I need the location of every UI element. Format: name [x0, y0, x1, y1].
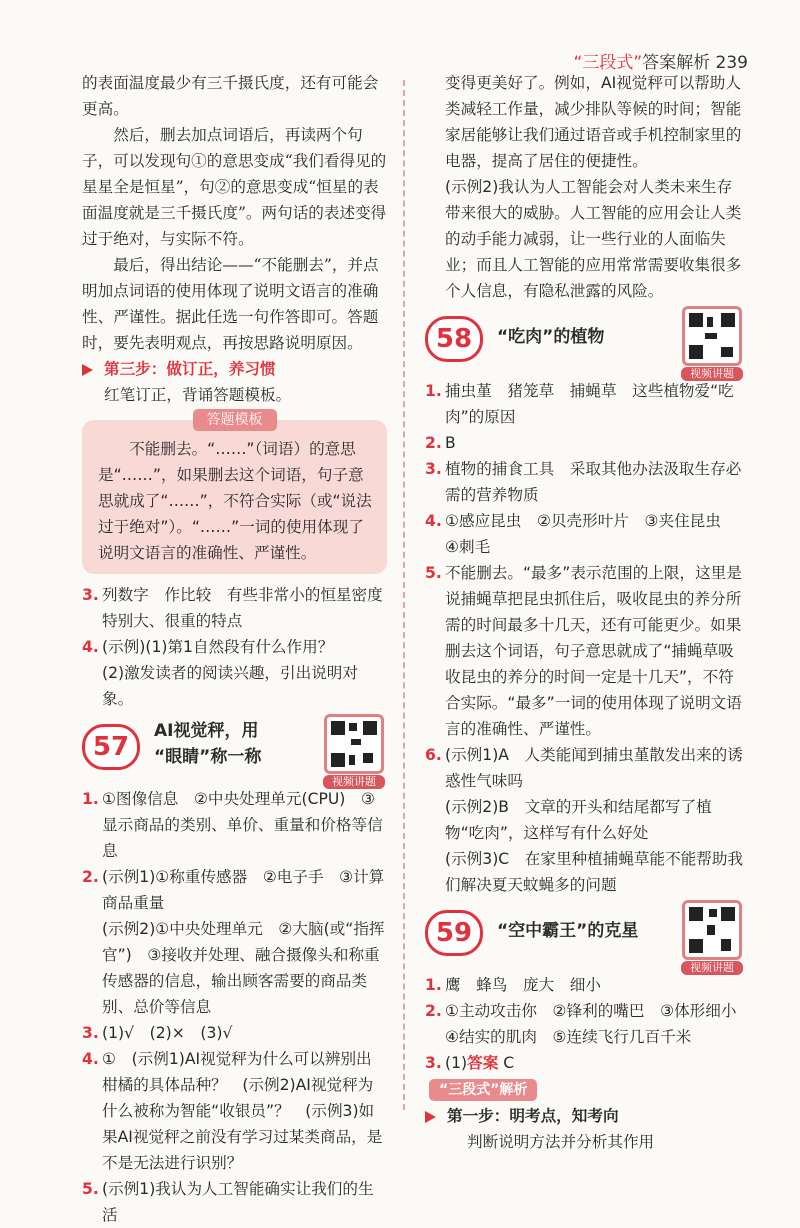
answer-label: 答案	[467, 1054, 499, 1072]
qr-code-icon	[324, 714, 384, 774]
column-divider	[403, 80, 405, 1110]
s57-question-4: 4. ① (示例1)AI视觉秤为什么可以辨别出柑橘的具体品种？ (示例2)AI视觉秤为什么被称为智能“收银员”？ (示例3)如果AI视觉秤之前没有学习过某类商品，是不是无法进行识别？	[82, 1050, 383, 1172]
video-lesson-label: 视频讲题	[681, 367, 743, 381]
video-lesson-label: 视频讲题	[681, 961, 743, 975]
left-para-3: 最后，得出结论——“不能删去”，并点明加点词语的使用体现了说明文语言的准确性、严谨性。据此任选一句作答即可。答题时，要先表明观点，再按思路说明原因。	[82, 256, 379, 352]
header-text: 答案解析	[642, 53, 711, 73]
qr-code-icon	[682, 900, 742, 960]
section-57-title: AI视觉秤，用 “眼睛”称一称	[154, 721, 262, 767]
section-59-title: “空中霸王”的克星	[497, 921, 639, 941]
left-para-1: 的表面温度最少有三千摄氏度，还有可能会更高。	[82, 74, 379, 118]
question-4: 4. (示例)(1)第1自然段有什么作用？ (2)激发读者的阅读兴趣，引出说明对象。	[82, 638, 358, 708]
s59-question-2: 2. ①主动攻击你 ②锋利的嘴巴 ③体形细小 ④结实的肌肉 ⑤连续飞行几百千米	[425, 1002, 753, 1046]
page-number: 239	[715, 53, 748, 73]
s58-question-6: 6. (示例1)A 人类能闻到捕虫堇散发出来的诱惑性气味吗 (示例2)B 文章的开头和结尾都写了植物“吃肉”，这样写有什么好处 (示例3)C 在家里种植捕蝇草能不能帮助我们解决夏天蚊蝇多的问题	[425, 746, 744, 894]
step1-heading: 第一步：明考点，知考向	[425, 1103, 745, 1129]
s57-question-2: 2. (示例1)①称重传感器 ②电子手 ③计算商品重量 (示例2)①中央处理单元 ②大脑(或“指挥官”) ③接收并处理、融合摄像头和称重传感器的信息，输出顾客需要的商品类别、总价等信息	[82, 868, 385, 1016]
right-column	[425, 70, 753, 1155]
question-3: 3. 列数字 作比较 有些非常小的恒星密度特别大、很重的特点	[82, 586, 383, 630]
step1-body: 判断说明方法并分析其作用	[467, 1133, 655, 1151]
answer-template-box	[82, 412, 387, 574]
arrow-icon	[425, 1111, 436, 1123]
s58-question-2: 2. B	[425, 434, 456, 452]
s58-question-5: 5. 不能删去。“最多”表示范围的上限，这里是说捕蝇草把昆虫抓住后，吸收昆虫的养分所需的时间最多十几天，还有可能更少。如果删去这个词语，句子意思就成了“捕蝇草吸收昆虫的养分的时间一定是十几天”，不符合实际。“最多”一词的使用体现了说明文语言的准确性、严谨性。	[425, 564, 742, 738]
s57-q5-continued: 变得更美好了。例如，AI视觉秤可以帮助人类减轻工作量，减少排队等候的时间；智能家居能够让我们通过语音或手机控制家里的电器，提高了居住的便捷性。	[445, 74, 742, 170]
section-58-title: “吃肉”的植物	[497, 327, 605, 347]
section-57-header	[82, 720, 387, 788]
answer-template-title: 答题模板	[193, 409, 277, 431]
left-column	[82, 70, 387, 1228]
video-lesson-label: 视频讲题	[323, 775, 385, 789]
qr-code-icon	[682, 306, 742, 366]
left-para-2: 然后，删去加点词语后，再读两个句子，可以发现句①的意思变成“我们看得见的星星全是恒星”，句②的意思变成“恒星的表面温度就是三千摄氏度”。两句话的表述变得过于绝对，与实际不符。	[82, 126, 387, 248]
section-58-header	[425, 312, 745, 380]
s59-question-3: 3. (1)答案 C	[425, 1054, 515, 1072]
step3-body: 红笔订正，背诵答题模板。	[104, 386, 292, 404]
section-57-qr[interactable]	[323, 714, 385, 789]
step3-heading: 第三步：做订正，养习惯	[82, 356, 387, 382]
s59-question-1: 1. 鹰 蜂鸟 庞大 细小	[425, 976, 601, 994]
section-59-qr[interactable]	[681, 900, 743, 975]
section-58-badge: 58	[425, 316, 483, 362]
s57-question-5: 5. (示例1)我认为人工智能确实让我们的生活	[82, 1180, 374, 1224]
answer-template-body: 不能删去。“……”（词语）的意思是“……”，如果删去这个词语，句子意思就成了“……”，不符合实际（或“说法过于绝对”）。“……”一词的使用体现了说明文语言的准确性、严谨性。	[98, 440, 372, 562]
three-step-analysis-tag: “三段式”解析	[429, 1079, 537, 1101]
section-59-header	[425, 906, 745, 974]
section-57-badge: 57	[82, 724, 140, 770]
s58-question-3: 3. 植物的捕食工具 采取其他办法汲取生存必需的营养物质	[425, 460, 742, 504]
s58-question-4: 4. ①感应昆虫 ②贝壳形叶片 ③夹住昆虫 ④刺毛	[425, 512, 737, 556]
s58-question-1: 1. 捕虫堇 猪笼草 捕蝇草 这些植物爱“吃肉”的原因	[425, 382, 734, 426]
arrow-icon	[82, 364, 93, 376]
s57-question-3: 3. (1)√ (2)× (3)√	[82, 1024, 233, 1042]
s57-question-1: 1. ①图像信息 ②中央处理单元(CPU) ③显示商品的类别、单价、重量和价格等信息	[82, 790, 383, 860]
section-58-qr[interactable]	[681, 306, 743, 381]
section-59-badge: 59	[425, 910, 483, 956]
header-tag: “三段式”	[573, 53, 643, 73]
s57-q5-example-2: (示例2)我认为人工智能会对人类未来生存带来很大的威胁。人工智能的应用会让人类的动手能力减弱，让一些行业的人面临失业；而且人工智能的应用常常需要收集很多个人信息，有隐私泄露的风险。	[445, 178, 742, 300]
